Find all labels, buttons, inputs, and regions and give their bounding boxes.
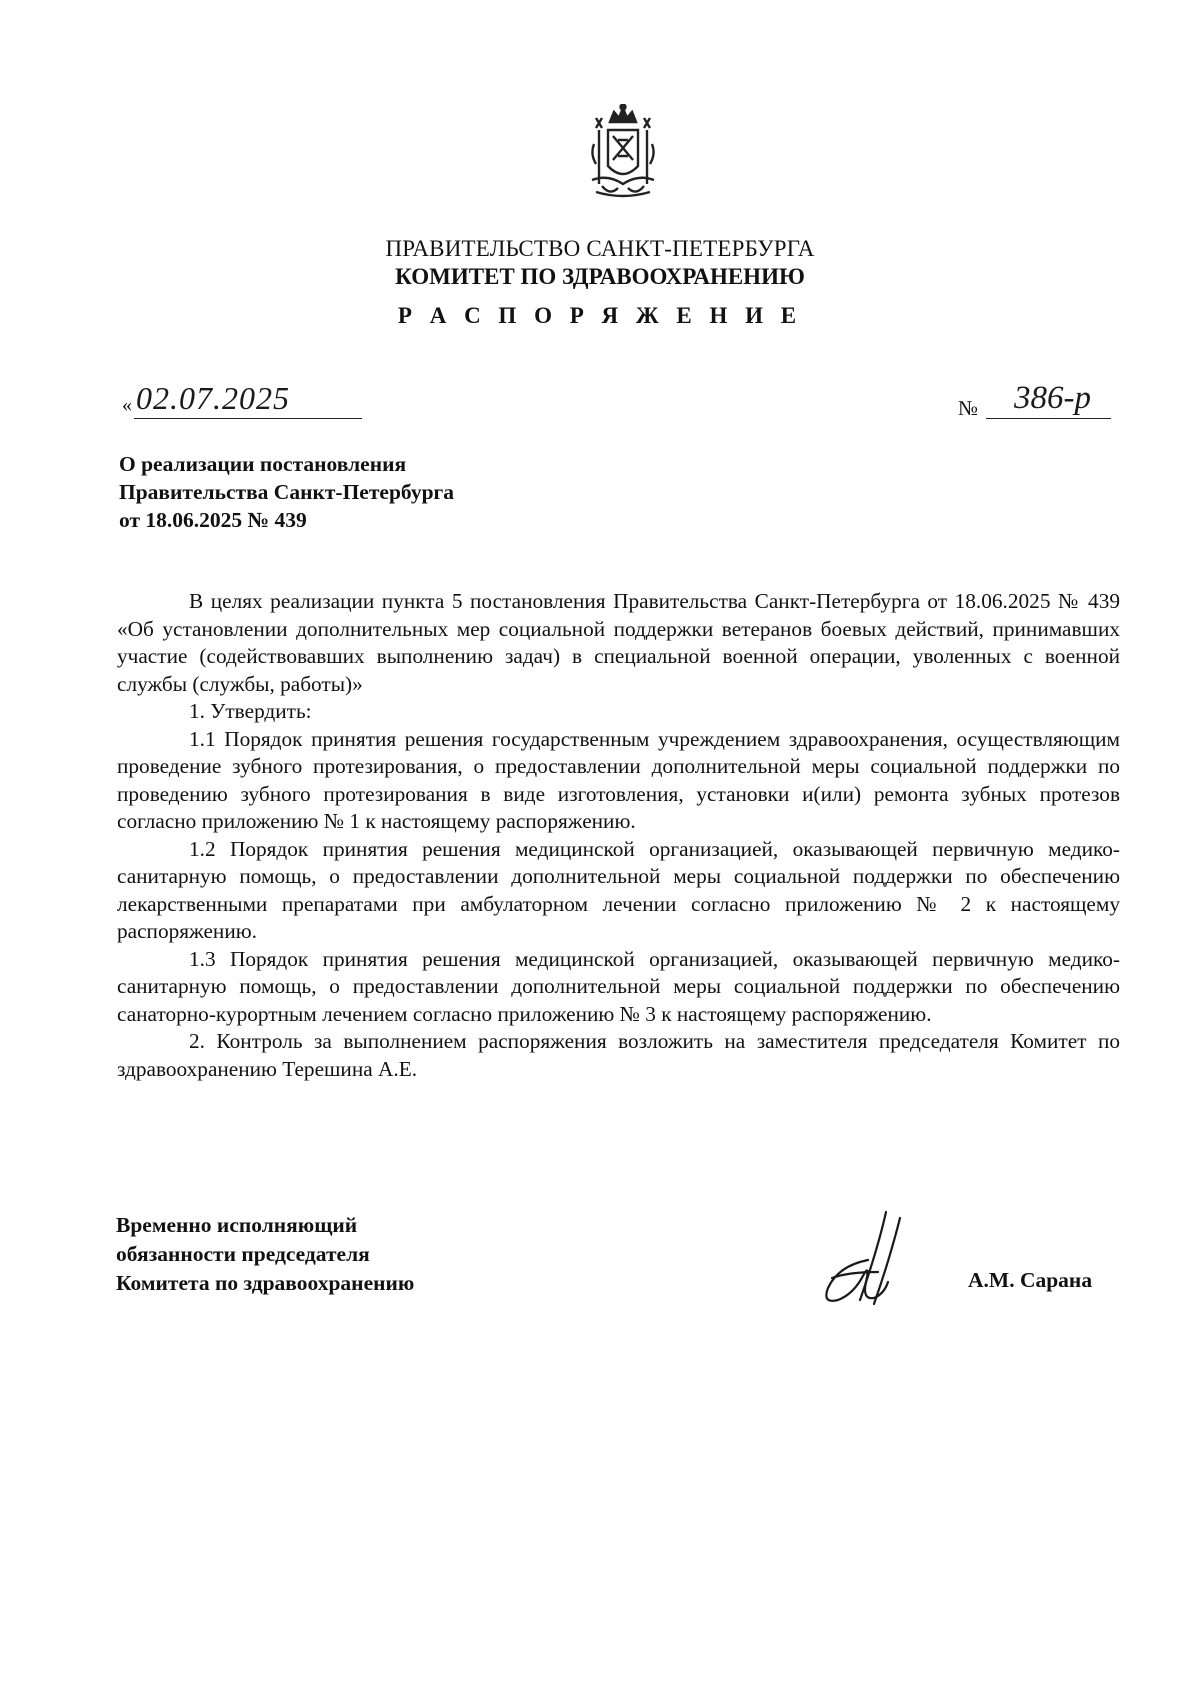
subject-line-3: от 18.06.2025 № 439 xyxy=(119,508,307,532)
signatory-title xyxy=(116,1211,414,1298)
item-1-3: 1.3 Порядок принятия решения медицинской организацией, оказывающей первичную медико-санитарную помощь, о предоставлении дополнительной меры социальной поддержки по обеспечению санаторно-курортным лечением согласно приложению № 3 к настоящему распоряжению. xyxy=(117,946,1120,1026)
item-1: 1. Утвердить: xyxy=(189,699,312,723)
document-type: Р А С П О Р Я Ж Е Н И Е xyxy=(397,303,803,328)
date-quote: « xyxy=(122,394,132,416)
committee-name: КОМИТЕТ ПО ЗДРАВООХРАНЕНИЮ xyxy=(395,264,805,289)
item-1-1: 1.1 Порядок принятия решения государственным учреждением здравоохранения, осуществляющим проведение зубного протезирования, о предоставлении дополнительной меры социальной поддержки по проведению зубного протезирования в виде изготовления, установки и(или) ремонта зубных протезов согласно приложению № 1 к настоящему распоряжению. xyxy=(117,726,1120,833)
number-underline xyxy=(986,418,1111,419)
document-number xyxy=(958,380,1118,430)
signatory-title-line-2: обязанности председателя xyxy=(116,1242,370,1266)
signatory-title-line-1: Временно исполняющий xyxy=(116,1213,358,1237)
date-handwritten: 02.07.2025 xyxy=(136,380,290,416)
signatory-title-line-3: Комитета по здравоохранению xyxy=(116,1271,415,1295)
signatory-name: А.М. Сарана xyxy=(968,1268,1093,1292)
subject-line-1: О реализации постановления xyxy=(119,452,407,476)
subject-line-2: Правительства Санкт-Петербурга xyxy=(119,480,455,504)
date-underline xyxy=(134,418,362,419)
number-handwritten: 386-р xyxy=(1014,380,1091,416)
government-name: ПРАВИТЕЛЬСТВО САНКТ-ПЕТЕРБУРГА xyxy=(385,236,815,261)
preamble-paragraph: В целях реализации пункта 5 постановления Правительства Санкт-Петербурга от 18.06.2025 № 439 «Об установлении дополнительных мер социальной поддержки ветеранов боевых действий, принимавших участие (содействовавших выполнению задач) в специальной военной операции, уволенных с военной службы (службы, работы)» xyxy=(117,589,1120,696)
number-sign: № xyxy=(958,396,979,420)
handwritten-signature-icon xyxy=(808,1208,918,1318)
document-date xyxy=(122,380,362,420)
coat-of-arms-icon xyxy=(588,104,658,204)
item-2: 2. Контроль за выполнением распоряжения возложить на заместителя председателя Комитет по здравоохранению Терешина А.Е. xyxy=(117,1029,1120,1081)
document-subject xyxy=(119,450,454,534)
item-1-2: 1.2 Порядок принятия решения медицинской организацией, оказывающей первичную медико-санитарную помощь, о предоставлении дополнительной меры социальной поддержки по обеспечению лекарственными препаратами при амбулаторном лечении согласно приложению № 2 к настоящему распоряжению. xyxy=(117,836,1120,943)
document-body xyxy=(117,588,1120,1083)
